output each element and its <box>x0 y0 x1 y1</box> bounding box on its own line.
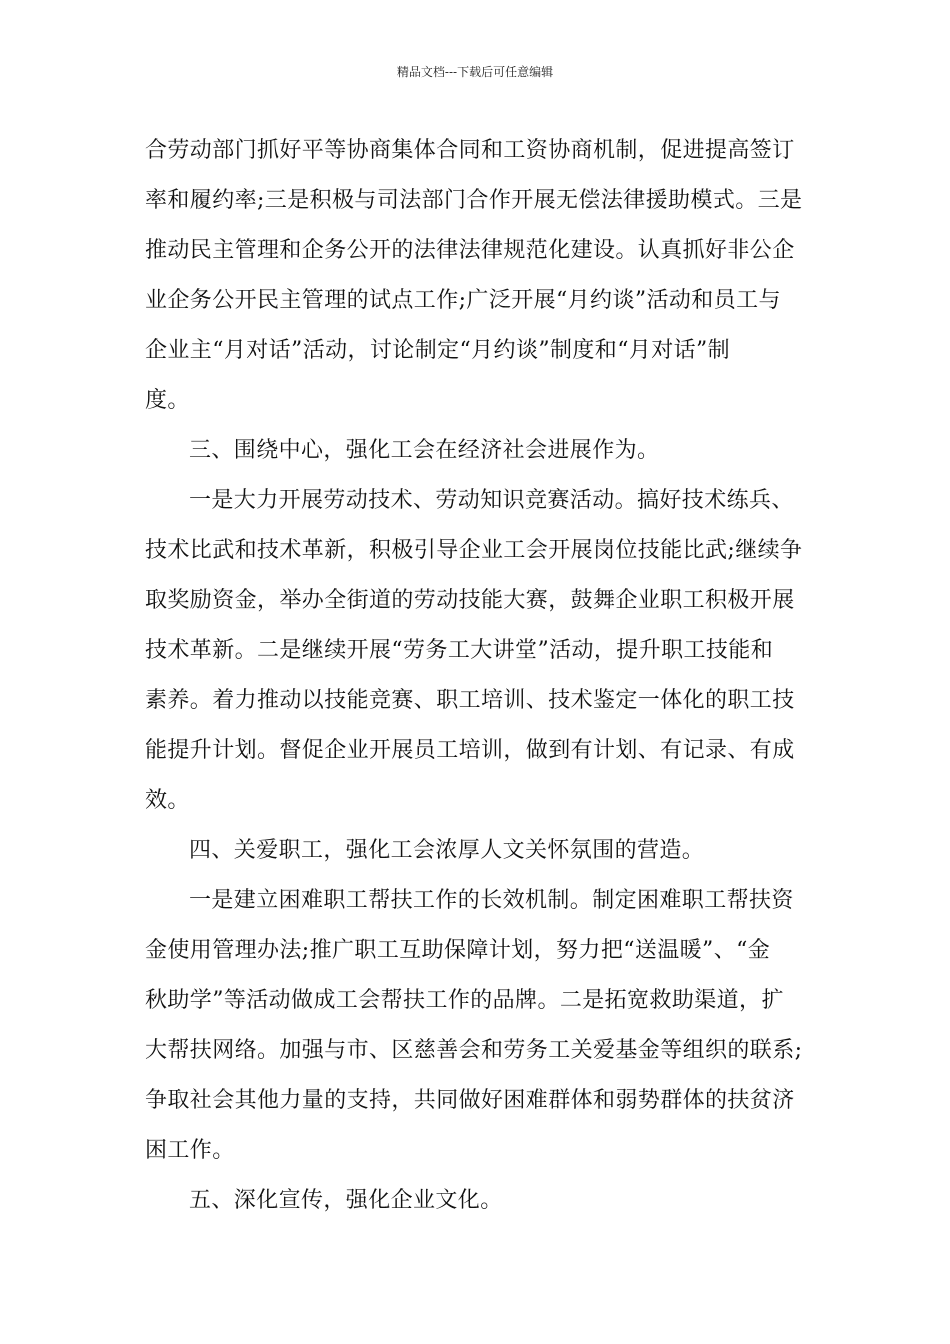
text-line: 金使用管理办法;推广职工互助保障计划，努力把“送温暖”、“金 <box>145 938 771 963</box>
text-line: 能提升计划。督促企业开展员工培训，做到有计划、有记录、有成 <box>145 738 795 763</box>
text-line: 取奖励资金，举办全街道的劳动技能大赛，鼓舞企业职工积极开展 <box>145 588 795 613</box>
document-body <box>145 126 805 1226</box>
text-line: 秋助学”等活动做成工会帮扶工作的品牌。二是拓宽救助渠道，扩 <box>145 988 784 1013</box>
text-line: 技术比武和技术革新，积极引导企业工会开展岗位技能比武;继续争 <box>145 538 803 563</box>
text-line: 推动民主管理和企务公开的法律法律规范化建设。认真抓好非公企 <box>145 238 795 263</box>
text-line: 企业主“月对话”活动，讨论制定“月约谈”制度和“月对话”制 <box>145 338 731 363</box>
text-line: 度。 <box>145 388 190 413</box>
text-line: 一是大力开展劳动技术、劳动知识竞赛活动。搞好技术练兵、 <box>189 488 794 513</box>
text-line: 三、围绕中心，强化工会在经济社会进展作为。 <box>189 438 660 463</box>
text-line: 合劳动部门抓好平等协商集体合同和工资协商机制，促进提高签订 <box>145 138 795 163</box>
text-line: 争取社会其他力量的支持，共同做好困难群体和弱势群体的扶贫济 <box>145 1088 795 1113</box>
text-line: 一是建立困难职工帮扶工作的长效机制。制定困难职工帮扶资 <box>189 888 794 913</box>
text-line: 五、深化宣传，强化企业文化。 <box>189 1188 503 1213</box>
text-line: 率和履约率;三是积极与司法部门合作开展无偿法律援助模式。三是 <box>145 188 803 213</box>
text-line: 效。 <box>145 788 190 813</box>
page-header: 精品文档---下载后可任意编辑 <box>396 65 554 79</box>
text-line: 困工作。 <box>145 1138 235 1163</box>
text-line: 业企务公开民主管理的试点工作;广泛开展“月约谈”活动和员工与 <box>145 288 781 313</box>
text-line: 四、关爱职工，强化工会浓厚人文关怀氛围的营造。 <box>189 838 705 863</box>
text-line: 技术革新。二是继续开展“劳务工大讲堂”活动，提升职工技能和 <box>145 638 774 663</box>
text-line: 大帮扶网络。加强与市、区慈善会和劳务工关爱基金等组织的联系; <box>145 1038 803 1063</box>
text-line: 素养。着力推动以技能竞赛、职工培训、技术鉴定一体化的职工技 <box>145 688 795 713</box>
